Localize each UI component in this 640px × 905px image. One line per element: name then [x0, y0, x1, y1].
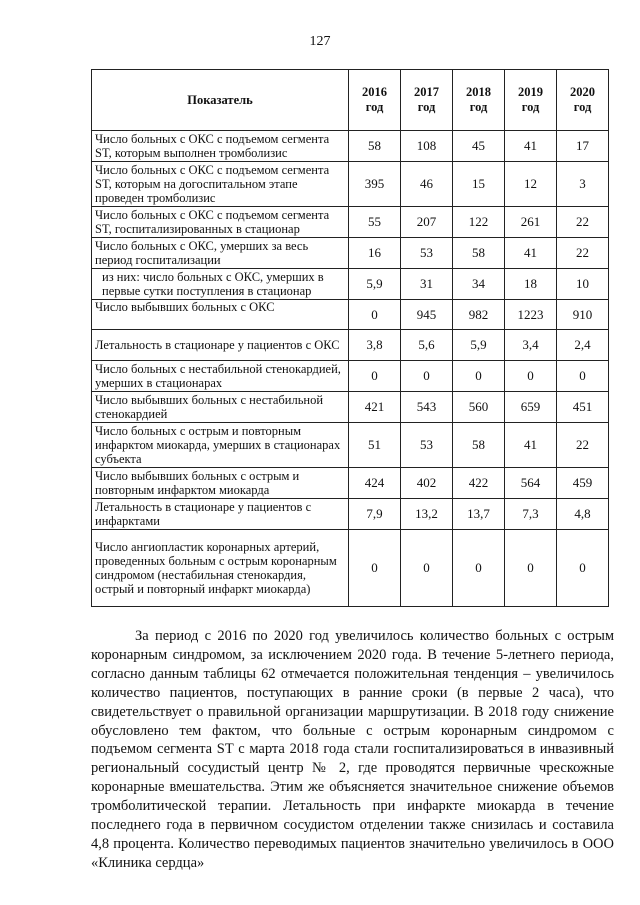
- table-cell: 5,6: [401, 330, 453, 361]
- table-cell: 58: [453, 423, 505, 468]
- table-cell: 12: [505, 162, 557, 207]
- table-cell: 0: [453, 530, 505, 607]
- table-cell: 53: [401, 423, 453, 468]
- table-cell: 18: [505, 269, 557, 300]
- row-label: из них: число больных с ОКС, умерших в первые сутки поступления в стационар: [92, 269, 349, 300]
- table-cell: 207: [401, 207, 453, 238]
- table-cell: 15: [453, 162, 505, 207]
- row-label: Число больных с острым и повторным инфарктом миокарда, умерших в стационарах субъекта: [92, 423, 349, 468]
- table-cell: 0: [349, 300, 401, 330]
- year-header: 2017 год: [401, 70, 453, 131]
- paragraph-text: За период с 2016 по 2020 год увеличилось количество больных с острым коронарным синдромом, за исключением 2020 года. В течение 5-летнего периода, согласно данным таблицы 62 отмечается положительная тенденция – увеличилось количество пациентов, поступающих в ранние сроки (в первые 2 часа), что свидетельствует о правильной организации маршрутизации. В 2018 году снижение обусловлено тем фактом, что больные с острым коронарным синдромом с подъемом сегмента ST с марта 2018 года стали госпитализироваться в инвазивный региональный сосудистый центр № 2, где проводятся первичные чрескожные коронарные вмешательства. Этим же объясняется значительное снижение объемов тромболитической терапии. Летальность при инфаркте миокарда в течение последнего года в первичном сосудистом отделении также снизилась и составила 4,8 процента. Количество переводимых пациентов значительно увеличилось в ООО «Клиника сердца»: [91, 628, 614, 871]
- table-cell: 41: [505, 131, 557, 162]
- table-row: [92, 330, 609, 361]
- table-cell: 41: [505, 423, 557, 468]
- year-header: 2016 год: [349, 70, 401, 131]
- table-cell: 3,8: [349, 330, 401, 361]
- table-cell: 58: [453, 238, 505, 269]
- row-label: Число больных с ОКС с подъемом сегмента ST, которым выполнен тромболизис: [92, 131, 349, 162]
- table-cell: 17: [557, 131, 609, 162]
- row-label: Число выбывших больных с нестабильной стенокардией: [92, 392, 349, 423]
- table-cell: 459: [557, 468, 609, 499]
- table-cell: 560: [453, 392, 505, 423]
- table-cell: 421: [349, 392, 401, 423]
- year-header: 2019 год: [505, 70, 557, 131]
- table-cell: 424: [349, 468, 401, 499]
- table-cell: 5,9: [453, 330, 505, 361]
- table-cell: 22: [557, 238, 609, 269]
- table-cell: 34: [453, 269, 505, 300]
- table-cell: 982: [453, 300, 505, 330]
- row-label: Летальность в стационаре у пациентов с инфарктами: [92, 499, 349, 530]
- table-cell: 945: [401, 300, 453, 330]
- table-cell: 51: [349, 423, 401, 468]
- table-row: [92, 530, 609, 607]
- row-label: Число больных с ОКС с подъемом сегмента ST, которым на догоспитальном этапе проведен тромболизис: [92, 162, 349, 207]
- table-cell: 7,9: [349, 499, 401, 530]
- table-cell: 108: [401, 131, 453, 162]
- indicator-header: Показатель: [92, 70, 349, 131]
- row-label: Число больных с ОКС с подъемом сегмента ST, госпитализированных в стационар: [92, 207, 349, 238]
- table-cell: 22: [557, 207, 609, 238]
- row-label: Число выбывших больных с ОКС: [92, 300, 349, 330]
- row-label: Число ангиопластик коронарных артерий, проведенных больным с острым коронарным синдромом (нестабильная стенокардия, острый и повторный инфаркт миокарда): [92, 530, 349, 607]
- table-row: [92, 499, 609, 530]
- table-cell: 395: [349, 162, 401, 207]
- table-row: [92, 238, 609, 269]
- table-cell: 0: [505, 361, 557, 392]
- table-header-row: [92, 70, 609, 131]
- table-cell: 659: [505, 392, 557, 423]
- table-cell: 0: [505, 530, 557, 607]
- table-cell: 0: [557, 361, 609, 392]
- table-cell: 16: [349, 238, 401, 269]
- table-cell: 910: [557, 300, 609, 330]
- row-label: Летальность в стационаре у пациентов с ОКС: [92, 330, 349, 361]
- row-label: Число выбывших больных с острым и повторным инфарктом миокарда: [92, 468, 349, 499]
- table-cell: 55: [349, 207, 401, 238]
- table-cell: 0: [557, 530, 609, 607]
- table-row: [92, 162, 609, 207]
- row-label: Число больных с ОКС, умерших за весь период госпитализации: [92, 238, 349, 269]
- table-row: [92, 131, 609, 162]
- table-cell: 3,4: [505, 330, 557, 361]
- table-cell: 31: [401, 269, 453, 300]
- table-cell: 261: [505, 207, 557, 238]
- table-cell: 45: [453, 131, 505, 162]
- table-cell: 53: [401, 238, 453, 269]
- table-cell: 0: [401, 361, 453, 392]
- table-row: [92, 361, 609, 392]
- table-row: [92, 392, 609, 423]
- row-label: Число больных с нестабильной стенокардией, умерших в стационарах: [92, 361, 349, 392]
- table-cell: 0: [401, 530, 453, 607]
- table-cell: 0: [453, 361, 505, 392]
- table-row: [92, 300, 609, 330]
- table-cell: 22: [557, 423, 609, 468]
- table-cell: 564: [505, 468, 557, 499]
- body-paragraph: [91, 627, 614, 873]
- page-number: 127: [309, 34, 331, 49]
- table-cell: 2,4: [557, 330, 609, 361]
- table-row: [92, 207, 609, 238]
- table-cell: 422: [453, 468, 505, 499]
- table-cell: 0: [349, 530, 401, 607]
- table-cell: 451: [557, 392, 609, 423]
- table-row: [92, 269, 609, 300]
- table-cell: 402: [401, 468, 453, 499]
- table-cell: 543: [401, 392, 453, 423]
- table-cell: 10: [557, 269, 609, 300]
- table-cell: 0: [349, 361, 401, 392]
- table-cell: 13,7: [453, 499, 505, 530]
- table-cell: 4,8: [557, 499, 609, 530]
- table-cell: 7,3: [505, 499, 557, 530]
- year-header: 2020 год: [557, 70, 609, 131]
- table-cell: 41: [505, 238, 557, 269]
- table-cell: 1223: [505, 300, 557, 330]
- table-cell: 122: [453, 207, 505, 238]
- table-cell: 46: [401, 162, 453, 207]
- table-row: [92, 423, 609, 468]
- table-cell: 13,2: [401, 499, 453, 530]
- table-cell: 58: [349, 131, 401, 162]
- table-row: [92, 468, 609, 499]
- year-header: 2018 год: [453, 70, 505, 131]
- statistics-table: [91, 69, 609, 607]
- table-cell: 3: [557, 162, 609, 207]
- table-cell: 5,9: [349, 269, 401, 300]
